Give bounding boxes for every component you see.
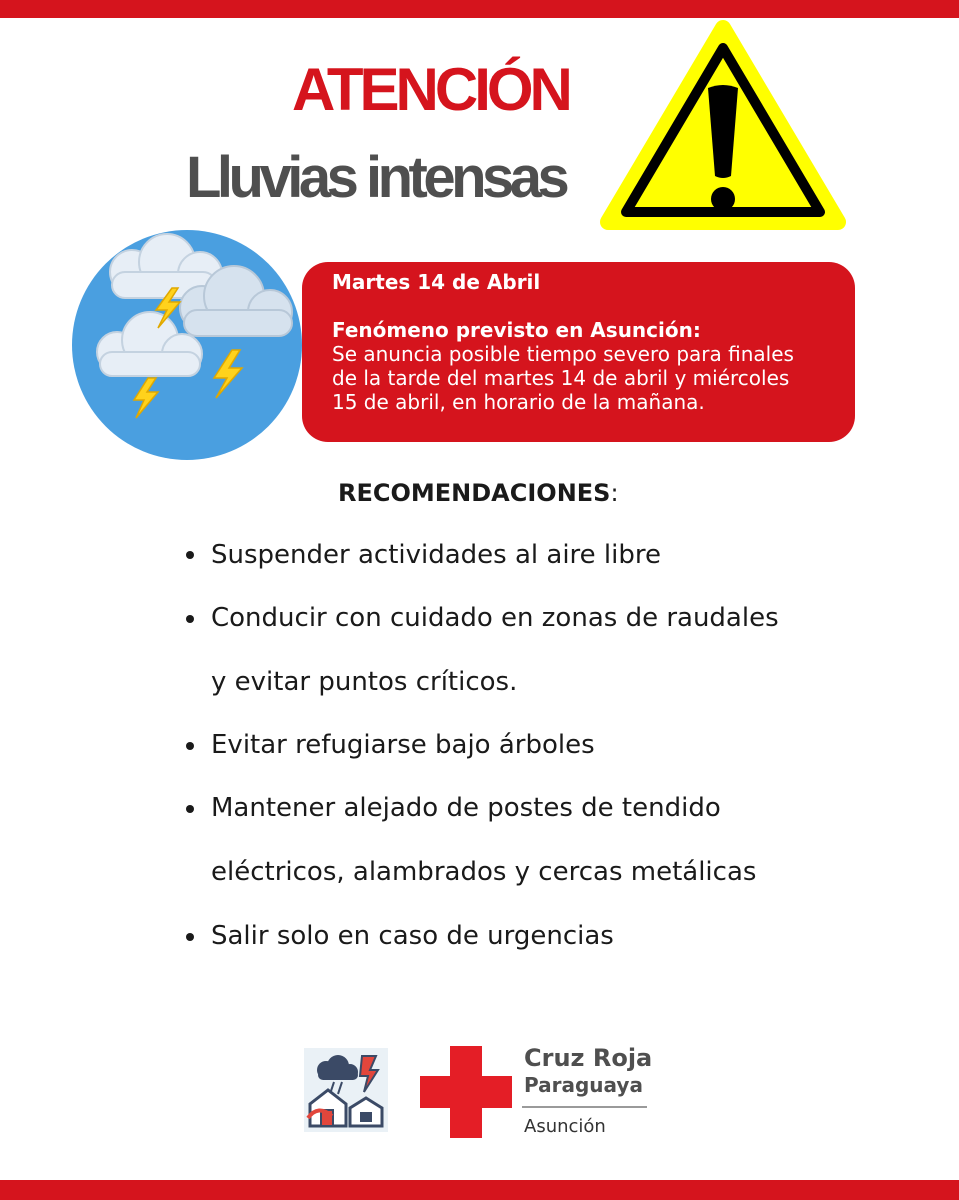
recommendation-item: Conducir con cuidado en zonas de raudales: [211, 603, 779, 633]
bullet-icon: [186, 551, 194, 559]
page-subtitle: Lluvias intensas: [186, 145, 566, 210]
forecast-text-line: Se anuncia posible tiempo severo para finales: [332, 342, 794, 366]
forecast-text-line: de la tarde del martes 14 de abril y miércoles: [332, 366, 790, 390]
forecast-text-line: 15 de abril, en horario de la mañana.: [332, 390, 705, 414]
forecast-phenomenon-label: Fenómeno previsto en Asunción:: [332, 318, 701, 342]
recommendations-colon: :: [610, 479, 619, 507]
bottom-bar-notch: [718, 1160, 959, 1180]
org-country: Paraguaya: [524, 1073, 643, 1097]
recommendations-heading: [338, 473, 619, 513]
forecast-info-box: [302, 262, 855, 442]
forecast-date: Martes 14 de Abril: [332, 270, 541, 294]
warning-triangle-icon: [598, 18, 848, 234]
bullet-icon: [186, 933, 194, 941]
org-name: Cruz Roja: [524, 1044, 653, 1072]
bottom-red-bar: [0, 1180, 959, 1200]
org-divider: [522, 1106, 647, 1108]
bullet-icon: [186, 742, 194, 750]
recommendation-item: Salir solo en caso de urgencias: [211, 921, 614, 951]
red-cross-icon: [420, 1046, 512, 1138]
top-red-bar: [0, 0, 959, 18]
storm-clouds-icon: [72, 230, 302, 460]
recommendations-title: RECOMENDACIONES: [338, 479, 611, 507]
recommendation-item: Evitar refugiarse bajo árboles: [211, 730, 595, 760]
storm-house-icon: [304, 1048, 388, 1132]
recommendation-item: Mantener alejado de postes de tendido: [211, 793, 721, 823]
bullet-icon: [186, 615, 194, 623]
recommendation-item: Suspender actividades al aire libre: [211, 540, 661, 570]
page-title: ATENCIÓN: [292, 56, 569, 123]
org-city: Asunción: [524, 1116, 606, 1137]
recommendation-item-continued: y evitar puntos críticos.: [211, 667, 518, 697]
bullet-icon: [186, 805, 194, 813]
recommendation-item-continued: eléctricos, alambrados y cercas metálicas: [211, 857, 757, 887]
